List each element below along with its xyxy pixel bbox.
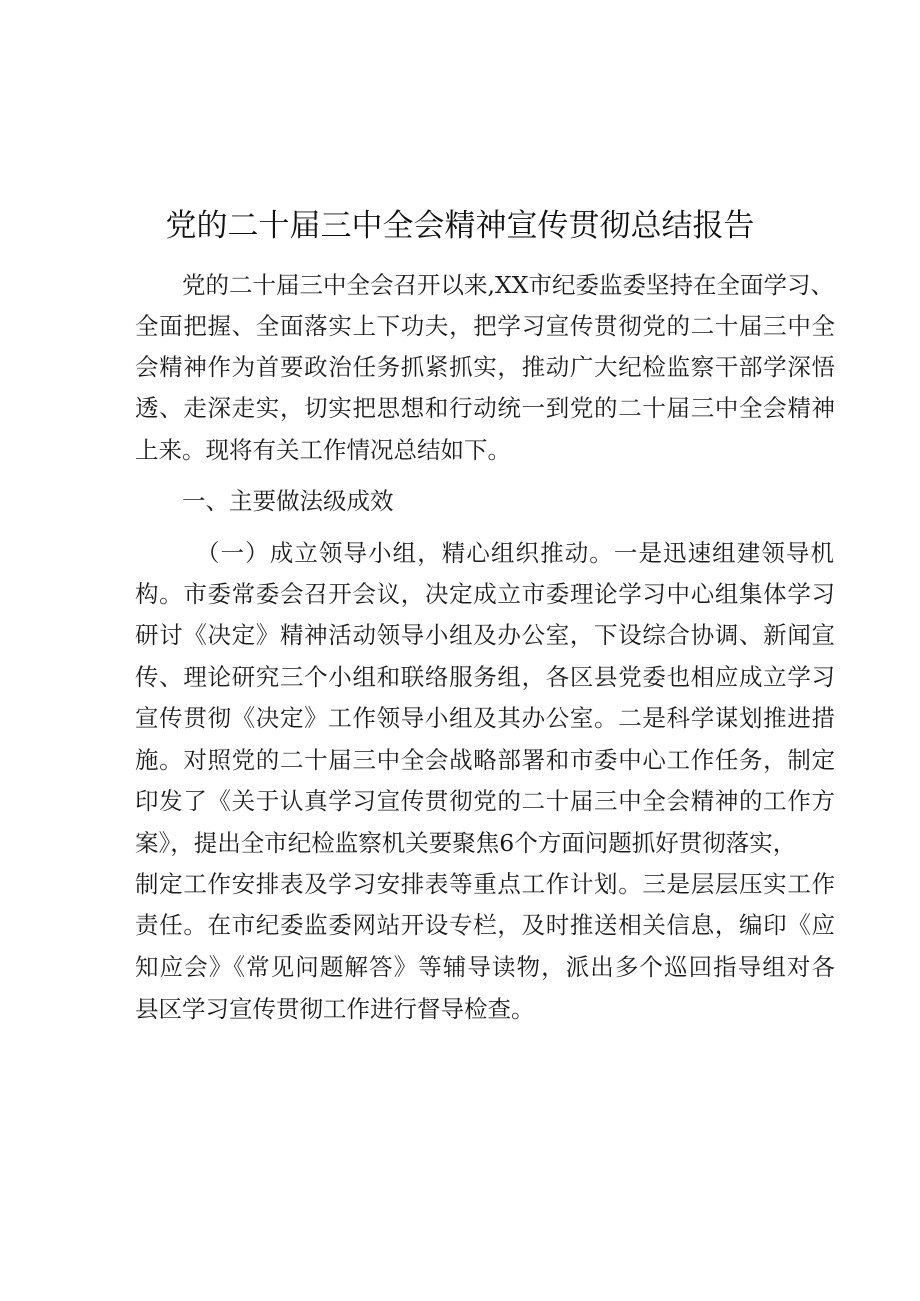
intro-line: 上来。现将有关工作情况总结如下。: [135, 436, 511, 464]
document-title: 党的二十届三中全会精神宣传贯彻总结报告: [165, 208, 755, 244]
subsection-line: 印发了《关于认真学习宣传贯彻党的二十届三中全会精神的工作方: [135, 787, 835, 815]
subsection-line: 知应会》《常见问题解答》等辅导读物，派出多个巡回指导组对各: [135, 953, 835, 981]
subsection-line: 施。对照党的二十届三中全会战略部署和市委中心工作任务，制定: [135, 746, 835, 774]
intro-line: 全面把握、全面落实上下功夫，把学习宣传贯彻党的二十届三中全: [135, 312, 835, 340]
subsection-line: 县区学习宣传贯彻工作进行督导检查。: [135, 995, 535, 1023]
subsection-line: 宣传贯彻《决定》工作领导小组及其办公室。二是科学谋划推进措: [135, 704, 835, 732]
subsection-line: （一）成立领导小组，精心组织推动。一是迅速组建领导机: [196, 539, 834, 567]
subsection-line: 案》，提出全市纪检监察机关要聚焦6个方面问题抓好贯彻落实，: [135, 829, 797, 857]
intro-line: 透、走深走实，切实把思想和行动统一到党的二十届三中全会精神: [135, 394, 835, 422]
subsection-line: 研讨《决定》精神活动领导小组及办公室，下设综合协调、新闻宣: [135, 621, 835, 649]
subsection-line: 构。市委常委会召开会议，决定成立市委理论学习中心组集体学习: [135, 580, 835, 608]
subsection-line: 责任。在市纪委监委网站开设专栏，及时推送相关信息，编印《应: [135, 911, 835, 939]
subsection-line: 制定工作安排表及学习安排表等重点工作计划。三是层层压实工作: [135, 870, 835, 898]
subsection-line: 传、理论研究三个小组和联络服务组，各区县党委也相应成立学习: [135, 663, 835, 691]
section-heading: 一、主要做法级成效: [182, 487, 394, 515]
intro-line: 党的二十届三中全会召开以来,XX市纪委监委坚持在全面学习、: [182, 271, 834, 299]
intro-line: 会精神作为首要政治任务抓紧抓实，推动广大纪检监察干部学深悟: [135, 353, 835, 381]
